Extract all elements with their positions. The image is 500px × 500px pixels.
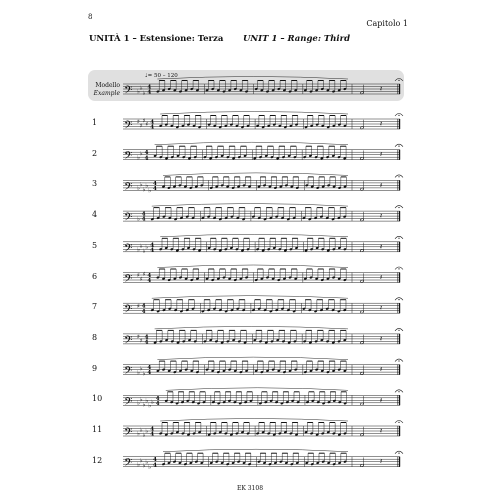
exercise-5-flat-icon: ♭ [142, 247, 146, 255]
exercise-0-quarter-rest-icon: 𝄽 [380, 85, 383, 93]
exercise-2-time-signature-top: 4 [144, 150, 149, 157]
exercise-10-time-signature-top: 4 [155, 395, 160, 402]
chapter-title: Capitolo 1 [366, 19, 408, 28]
exercise-3-time-signature-top: 4 [153, 180, 157, 187]
exercise-3-time-signature-bottom: 4 [153, 186, 157, 192]
exercise-11-flat-icon: ♭ [139, 426, 143, 434]
exercise-7-sharp-icon: ♯ [137, 302, 140, 310]
exercise-number: 2 [92, 148, 98, 158]
exercise-2-flat-icon: ♭ [139, 150, 143, 158]
exercise-7-slur [152, 296, 348, 299]
exercise-6-time-signature-top: 4 [147, 273, 152, 279]
exercise-10-flat-icon: ♭ [137, 400, 140, 407]
exercise-12-flat-icon: ♭ [142, 462, 146, 470]
exercise-12-bass-clef-icon: 𝄢 [124, 457, 133, 473]
example-label-italian: Modello [95, 82, 120, 89]
exercise-2-quarter-rest-icon: 𝄽 [380, 150, 383, 159]
exercise-4-fermata-dot [398, 207, 399, 208]
exercise-11-quarter-rest-icon: 𝄽 [380, 427, 383, 435]
exercise-3-flat-icon: ♭ [145, 182, 149, 190]
exercise-number: 8 [92, 332, 98, 342]
exercise-3-quarter-rest-icon: 𝄽 [380, 181, 383, 190]
exercise-number: 9 [92, 363, 98, 373]
exercise-0-slur [157, 77, 348, 80]
exercise-0-time-signature-top: 4 [147, 84, 152, 91]
exercise-1-sharp-icon: ♯ [137, 118, 140, 126]
exercise-9-flat-icon: ♭ [139, 365, 143, 373]
exercise-3-flat-icon: ♭ [137, 185, 140, 193]
exercise-6-slur [157, 265, 348, 268]
exercise-6-bass-clef-icon: 𝄢 [124, 273, 133, 288]
exercise-2-time-signature-bottom: 4 [144, 155, 149, 162]
exercise-11-slur [160, 419, 348, 422]
exercise-8-quarter-rest-icon: 𝄽 [380, 334, 383, 343]
exercise-number: 4 [92, 210, 98, 220]
exercise-9-time-signature-top: 4 [147, 365, 152, 372]
exercise-11-time-signature-bottom: 4 [150, 431, 155, 438]
exercise-9-flat-icon: ♭ [137, 369, 140, 377]
exercise-12-quarter-rest-icon: 𝄽 [380, 457, 383, 466]
exercise-12-slur [163, 449, 348, 452]
exercise-5-fermata-dot [398, 238, 399, 239]
exercise-11-fermata-dot [398, 422, 399, 423]
unit-title-italian: UNITÀ 1 – Estensione: Terza [89, 34, 224, 44]
exercise-1-slur [160, 112, 348, 115]
exercise-1-bass-clef-icon: 𝄢 [124, 119, 133, 135]
exercise-7-time-signature-bottom: 4 [141, 308, 146, 315]
exercise-10-quarter-rest-icon: 𝄽 [380, 396, 383, 405]
exercise-9-time-signature-bottom: 4 [147, 370, 152, 377]
exercise-1-fermata-dot [398, 115, 399, 116]
exercise-9-quarter-rest-icon: 𝄽 [380, 365, 383, 374]
exercise-11-flat-icon: ♭ [145, 428, 149, 436]
exercise-8-slur [155, 326, 348, 329]
exercise-3-slur [163, 173, 348, 176]
exercise-11-flat-icon: ♭ [142, 431, 146, 439]
exercise-number: 5 [92, 240, 98, 250]
exercise-10-fermata-dot [398, 391, 399, 392]
exercise-5-time-signature-top: 4 [150, 242, 155, 249]
exercise-12-time-signature-bottom: 4 [153, 462, 157, 469]
exercise-12-fermata-dot [398, 453, 399, 454]
exercise-11-bass-clef-icon: 𝄢 [124, 426, 133, 442]
exercise-12-flat-icon: ♭ [145, 458, 149, 466]
exercise-8-time-signature-top: 4 [144, 334, 149, 341]
exercise-9-flat-icon: ♭ [142, 370, 146, 378]
exercise-8-time-signature-bottom: 4 [144, 339, 149, 346]
exercise-2-fermata-dot [398, 146, 399, 147]
exercise-8-bass-clef-icon: 𝄢 [124, 334, 133, 350]
exercise-9-slur [157, 357, 348, 360]
exercise-3-fermata-dot [398, 176, 399, 177]
exercise-7-quarter-rest-icon: 𝄽 [380, 304, 383, 313]
exercise-4-time-signature-top: 4 [141, 211, 146, 218]
exercise-4-time-signature-bottom: 4 [141, 216, 146, 223]
exercise-8-fermata-dot [398, 330, 399, 331]
exercise-7-time-signature-top: 4 [141, 303, 146, 310]
exercise-10-flat-icon: ♭ [148, 402, 152, 410]
exercise-8-sharp-icon: ♯ [137, 333, 140, 341]
exercise-9-fermata-dot [398, 360, 399, 361]
exercise-12-flat-icon: ♭ [137, 461, 140, 469]
exercise-10-flat-icon: ♭ [142, 401, 146, 409]
exercise-1-sharp-icon: ♯ [142, 117, 146, 125]
exercise-4-bass-clef-icon: 𝄢 [124, 211, 133, 227]
exercise-2-flat-icon: ♭ [137, 154, 140, 162]
exercise-10-flat-icon: ♭ [139, 396, 143, 404]
exercise-3-flat-icon: ♭ [139, 181, 143, 189]
exercise-0-fermata-dot [398, 80, 399, 81]
exercise-0-flat-icon: ♭ [137, 88, 140, 96]
exercise-6-sharp-icon: ♯ [137, 272, 140, 280]
exercise-2-slur [155, 142, 348, 145]
exercise-6-time-signature-bottom: 4 [147, 278, 152, 285]
exercise-number: 7 [92, 302, 98, 312]
exercise-number: 3 [92, 179, 98, 189]
exercise-10-flat-icon: ♭ [151, 398, 154, 406]
unit-title-english: UNIT 1 – Range: Third [243, 34, 351, 44]
exercise-2-bass-clef-icon: 𝄢 [124, 150, 133, 166]
exercise-1-sharp-icon: ♯ [139, 122, 143, 130]
exercise-0-bass-clef-icon: 𝄢 [124, 84, 133, 100]
exercise-11-time-signature-top: 4 [150, 426, 155, 433]
page-number: 8 [88, 13, 93, 21]
exercise-10-slur [166, 388, 348, 391]
exercise-1-time-signature-bottom: 4 [150, 124, 155, 131]
exercise-6-fermata-dot [398, 268, 399, 269]
exercise-0-time-signature-bottom: 4 [147, 89, 152, 96]
exercise-5-quarter-rest-icon: 𝄽 [380, 242, 383, 251]
exercise-number: 1 [92, 118, 98, 127]
exercise-6-quarter-rest-icon: 𝄽 [380, 273, 383, 282]
exercise-4-flat-icon: ♭ [137, 215, 140, 223]
exercise-1-quarter-rest-icon: 𝄽 [380, 120, 383, 128]
exercise-number: 11 [92, 425, 103, 434]
exercise-8-sharp-icon: ♯ [139, 337, 143, 345]
catalog-number: EK 3108 [236, 485, 264, 492]
example-label-english: Example [93, 90, 120, 97]
exercise-4-quarter-rest-icon: 𝄽 [380, 212, 383, 221]
exercise-9-bass-clef-icon: 𝄢 [124, 365, 133, 381]
exercise-5-slur [160, 234, 348, 237]
exercise-3-bass-clef-icon: 𝄢 [124, 180, 133, 196]
exercise-10-flat-icon: ♭ [145, 397, 149, 405]
exercise-1-time-signature-top: 4 [150, 119, 155, 126]
exercise-1-sharp-icon: ♯ [145, 121, 149, 129]
exercise-3-flat-icon: ♭ [142, 186, 146, 194]
exercise-12-flat-icon: ♭ [139, 457, 143, 465]
exercise-7-bass-clef-icon: 𝄢 [124, 303, 133, 319]
exercise-5-flat-icon: ♭ [137, 246, 140, 254]
exercise-5-flat-icon: ♭ [139, 242, 143, 250]
exercise-number: 10 [92, 394, 103, 404]
exercise-5-bass-clef-icon: 𝄢 [124, 242, 133, 258]
exercise-6-sharp-icon: ♯ [142, 270, 146, 278]
exercise-12-flat-icon: ♭ [148, 463, 152, 471]
exercise-0-flat-icon: ♭ [139, 84, 143, 92]
exercise-5-time-signature-bottom: 4 [150, 247, 155, 254]
exercise-10-time-signature-bottom: 4 [155, 400, 160, 407]
exercise-4-slur [152, 204, 348, 207]
exercise-number: 6 [92, 271, 98, 281]
exercise-11-flat-icon: ♭ [137, 430, 140, 438]
exercise-6-sharp-icon: ♯ [139, 275, 143, 283]
exercise-10-bass-clef-icon: 𝄢 [124, 395, 133, 411]
exercise-number: 12 [92, 455, 103, 465]
exercise-12-time-signature-top: 4 [153, 457, 157, 464]
exercise-5-flat-icon: ♭ [145, 244, 149, 251]
exercise-7-fermata-dot [398, 299, 399, 300]
exercise-0-flat-icon: ♭ [142, 89, 146, 97]
tempo-marking: ♩= 50 – 120 [145, 73, 178, 79]
exercise-3-flat-icon: ♭ [148, 187, 152, 195]
